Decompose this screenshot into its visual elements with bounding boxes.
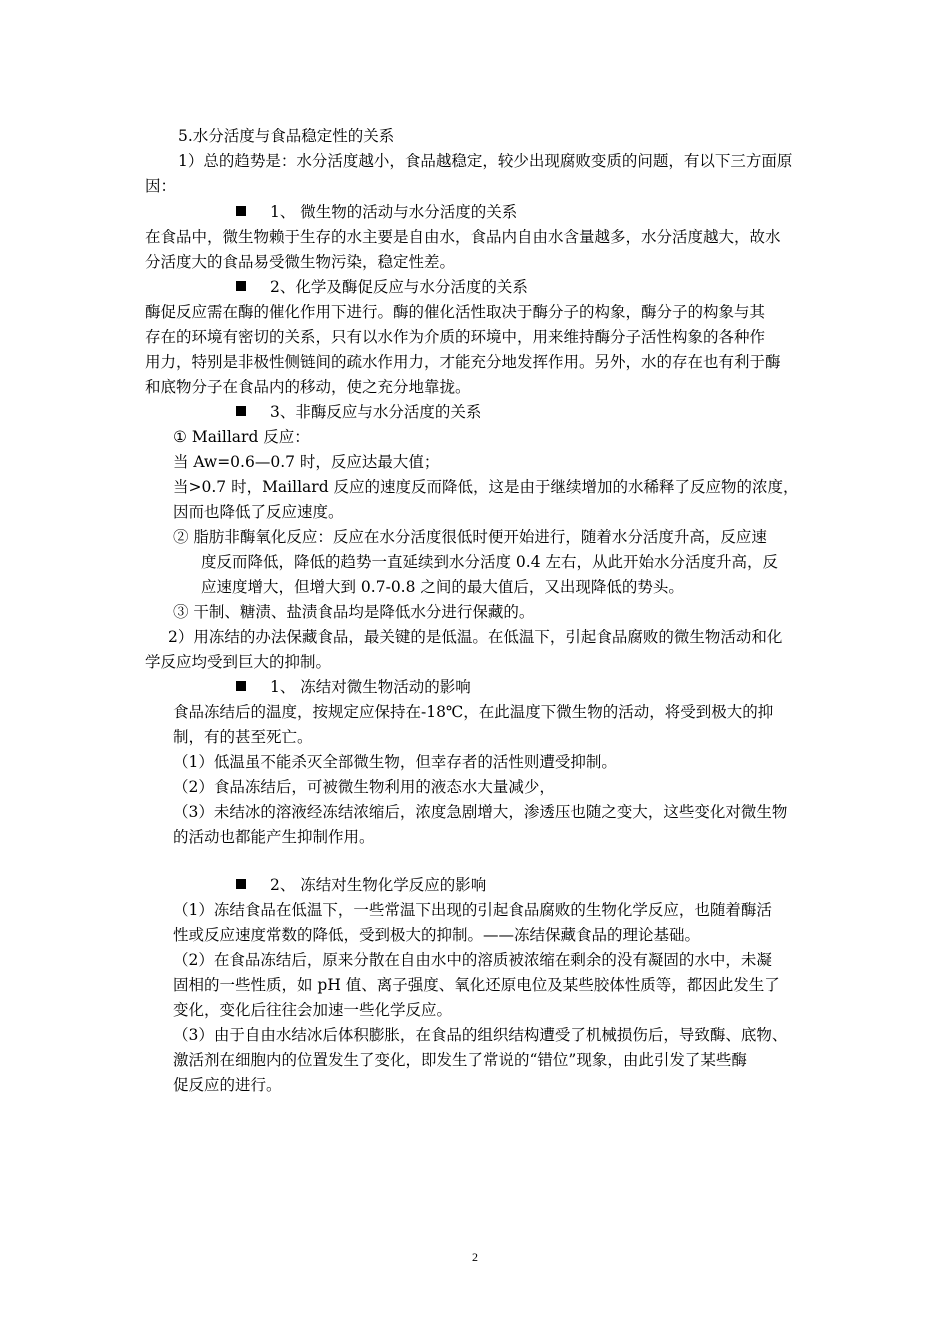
- paragraph-line: 在食品中，微生物赖于生存的水主要是自由水，食品内自由水含量越多，水分活度越大，故水: [145, 228, 781, 246]
- list-item: （1）低温虽不能杀灭全部微生物，但幸存者的活性则遭受抑制。: [173, 753, 617, 771]
- paragraph-line: 因而也降低了反应速度。: [173, 503, 344, 521]
- paragraph-line: 变化，变化后往往会加速一些化学反应。: [173, 1001, 453, 1019]
- paragraph-line: 当>0.7 时，Maillard 反应的速度反而降低，这是由于继续增加的水稀释了反应物的浓度，: [173, 478, 799, 496]
- paragraph-line: 制，有的甚至死亡。: [173, 728, 313, 746]
- subheading: 1、 冻结对微生物活动的影响: [236, 675, 471, 699]
- paragraph-line: 度反而降低，降低的趋势一直延续到水分活度 0.4 左右，从此开始水分活度升高，反: [201, 553, 779, 571]
- paragraph-line: 激活剂在细胞内的位置发生了变化，即发生了常说的“错位”现象，由此引发了某些酶: [173, 1051, 747, 1069]
- bullet-square-icon: [236, 879, 246, 889]
- paragraph-line: 1）总的趋势是：水分活度越小，食品越稳定，较少出现腐败变质的问题，有以下三方面原: [178, 152, 793, 170]
- subheading: 2、 冻结对生物化学反应的影响: [236, 873, 486, 897]
- paragraph-line: 固相的一些性质，如 pH 值、离子强度、氧化还原电位及某些胶体性质等，都因此发生了: [173, 976, 780, 994]
- paragraph-line: 和底物分子在食品内的移动，使之充分地靠拢。: [145, 378, 471, 396]
- list-item: （2）食品冻结后，可被微生物利用的液态水大量减少，: [173, 778, 555, 796]
- paragraph-line: 用力，特别是非极性侧链间的疏水作用力，才能充分地发挥作用。另外，水的存在也有利于酶: [145, 353, 781, 371]
- subheading: 3、非酶反应与水分活度的关系: [236, 400, 481, 424]
- list-item: （2）在食品冻结后，原来分散在自由水中的溶质被浓缩在剩余的没有凝固的水中，未凝: [173, 951, 772, 969]
- subheading: 2、化学及酶促反应与水分活度的关系: [236, 275, 528, 299]
- paragraph-line: 促反应的进行。: [173, 1076, 282, 1094]
- paragraph-line: 的活动也都能产生抑制作用。: [173, 828, 375, 846]
- paragraph-line: 应速度增大，但增大到 0.7-0.8 之间的最大值后，又出现降低的势头。: [201, 578, 684, 596]
- bullet-square-icon: [236, 206, 246, 216]
- paragraph-line: 存在的环境有密切的关系，只有以水作为介质的环境中，用来维持酶分子活性构象的各种作: [145, 328, 766, 346]
- paragraph-line: 分活度大的食品易受微生物污染，稳定性差。: [145, 253, 456, 271]
- paragraph-line: 学反应均受到巨大的抑制。: [145, 653, 332, 671]
- paragraph-line: 性或反应速度常数的降低，受到极大的抑制。——冻结保藏食品的理论基础。: [173, 926, 701, 944]
- list-item: ② 脂肪非酶氧化反应：反应在水分活度很低时便开始进行，随着水分活度升高，反应速: [173, 528, 767, 546]
- paragraph-line: 食品冻结后的温度，按规定应保持在-18℃，在此温度下微生物的活动，将受到极大的抑: [173, 703, 774, 721]
- bullet-square-icon: [236, 681, 246, 691]
- bullet-square-icon: [236, 281, 246, 291]
- section-title: 5.水分活度与食品稳定性的关系: [178, 127, 395, 145]
- paragraph-line: 酶促反应需在酶的催化作用下进行。酶的催化活性取决于酶分子的构象，酶分子的构象与其: [145, 303, 766, 321]
- list-item: （3）由于自由水结冰后体积膨胀，在食品的组织结构遭受了机械损伤后，导致酶、底物、: [173, 1026, 788, 1044]
- list-item: （3）未结冰的溶液经冻结浓缩后，浓度急剧增大，渗透压也随之变大，这些变化对微生物: [173, 803, 788, 821]
- page-number: 2: [472, 1250, 478, 1264]
- list-item: （1）冻结食品在低温下，一些常温下出现的引起食品腐败的生物化学反应，也随着酶活: [173, 901, 772, 919]
- paragraph-line: 因：: [145, 177, 177, 195]
- bullet-square-icon: [236, 406, 246, 416]
- paragraph-line: 2）用冻结的办法保藏食品，最关键的是低温。在低温下，引起食品腐败的微生物活动和化: [168, 628, 783, 646]
- list-item-heading: ① Maillard 反应：: [173, 428, 310, 446]
- subheading: 1、 微生物的活动与水分活度的关系: [236, 200, 517, 224]
- paragraph-line: 当 Aw=0.6—0.7 时，反应达最大值；: [173, 453, 440, 471]
- list-item: ③ 干制、糖渍、盐渍食品均是降低水分进行保藏的。: [173, 603, 535, 621]
